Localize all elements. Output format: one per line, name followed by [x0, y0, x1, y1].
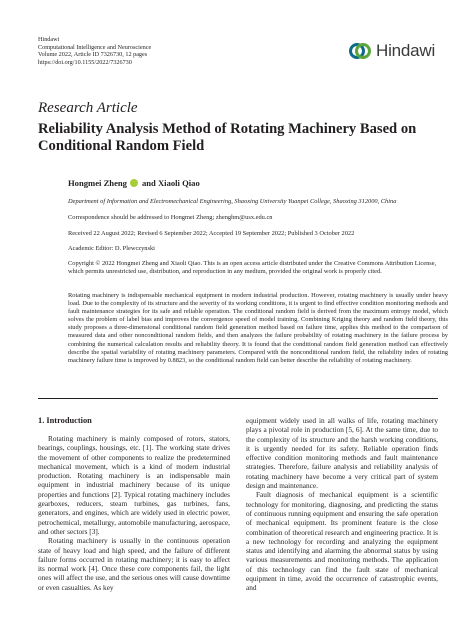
paragraph: Rotating machinery is mainly composed of rotors, stators, bearings, couplings, housings, etc. [1]. The working state drives the movement of other components to realize the predetermined mechanical movement, which is a kind of modern industrial production. Rotating machinery is an indispensable main equipment in industrial machinery because of its unique properties and functions [2]. Typical rotating machinery includes gearboxes, reducers, steam turbines, gas turbines, fans, generators, and engines, which are widely used in electric power, petrochemical, metallurgy, automobile manufacturing, aerospace, and other sectors [3]. [38, 434, 230, 536]
right-column [246, 416, 438, 593]
academic-editor: Academic Editor: D. Plewczynski [68, 245, 155, 252]
volume-info: Volume 2022, Article ID 7326730, 12 pages [38, 51, 148, 59]
orcid-icon[interactable] [130, 179, 138, 187]
logo-text: Hindawi [376, 41, 436, 60]
paragraph: equipment widely used in all walks of life, rotating machinery plays a pivotal role in production [5, 6]. At the same time, due to the complexity of its structure and the harsh working conditions, it is urgently needed for its safety. Reliable operation finds effective condition monitoring methods and fault maintenance strategies. Therefore, failure analysis and reliability analysis of rotating machinery have become a very critical part of system design and maintenance. [246, 416, 438, 491]
abstract: Rotating machinery is indispensable mechanical equipment in modern industrial production. However, rotating machinery is usually under heavy load. Due to the complexity of its structure and the severity of its working conditions, it is urgent to find effective condition monitoring methods and fault maintenance strategies for its safe and reliable operation. The conditional random field is derived from the maximum entropy model, which solves the problem of label bias and improves the convergence speed of model training. Combining Kriging theory and random field theory, this study proposes a three-dimensional conditional random field generation method based on failure time, applies this method to the comparison of measured data and other nonconditional random fields, and then analyzes the failure probability of rotating machinery in the failure process by combining the numerical calculation results and reliability theory. It is found that the conditional random field generation method can effectively describe the spatial variability of rotating machinery parameters. Compared with the nonconditional random field, the reliability index of rotating machinery failure time is improved by 0.8823, so the conditional random field can better describe the reliability of rotating machinery. [68, 292, 448, 364]
correspondence: Correspondence should be addressed to Hongmei Zheng; zhenghm@usx.edu.cn [68, 214, 273, 221]
hindawi-logo-icon [349, 40, 371, 62]
author-name: and Xiaoli Qiao [141, 178, 200, 188]
publisher-name: Hindawi [38, 36, 60, 43]
article-type: Research Article [38, 100, 138, 116]
journal-info [38, 36, 151, 66]
doi-link[interactable]: https://doi.org/10.1155/2022/7326730 [38, 58, 132, 66]
author-list [68, 178, 200, 188]
paragraph: Rotating machinery is usually in the continuous operation state of heavy load and high speed, and the failure of different failure forms occurred in rotating machinery; it is easy to affect its normal work [4]. Once these core components fail, the light ones will affect the use, and the serious ones will cause downtime or even casualties. As key [38, 536, 230, 592]
copyright-notice: Copyright © 2022 Hongmei Zheng and Xiaoli Qiao. This is an open access article distributed under the Creative Commons Attribution License, which permits unrestricted use, distribution, and reproduction in any medium, provided the original work is properly cited. [68, 260, 437, 275]
publisher-logo [349, 40, 435, 62]
left-column [38, 416, 230, 592]
section-heading: 1. Introduction [38, 416, 92, 425]
journal-name: Computational Intelligence and Neuroscience [38, 43, 152, 51]
affiliation: Department of Information and Electromechanical Engineering, Shaoxing University Yuanpei College, Shaoxing 312000, China [68, 198, 397, 205]
author-name: Hongmei Zheng [68, 178, 127, 188]
section-divider [38, 398, 438, 399]
publication-dates: Received 22 August 2022; Revised 6 September 2022; Accepted 19 September 2022; Published 3 October 2022 [68, 230, 355, 237]
paragraph: Fault diagnosis of mechanical equipment is a scientific technology for monitoring, diagnosing, and predicting the status of continuous running equipment and ensuring the safe operation of mechanical equipment. Its prominent feature is the close combination of theoretical research and engineering practice. It is a new technology for recording and analyzing the equipment status and identifying and alarming the abnormal status by using various measurements and monitoring methods. The application of this technology can find the fault state of mechanical equipment in time, avoid the occurrence of catastrophic events, and [246, 490, 438, 593]
article-title: Reliability Analysis Method of Rotating Machinery Based on Conditional Random Field [38, 121, 417, 154]
